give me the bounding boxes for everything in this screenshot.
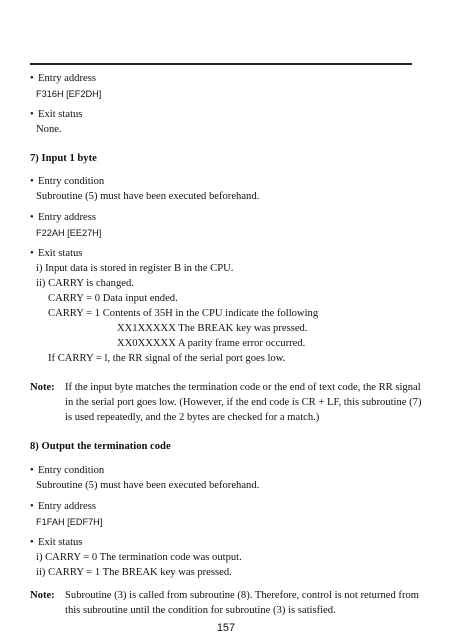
note-line: in the serial port goes low. (However, if the end code is CR + LF, this subroutine (7) <box>65 397 422 408</box>
entry-condition-value: Subroutine (5) must have been executed beforehand. <box>36 191 260 202</box>
section-8-title: 8) Output the termination code <box>30 441 171 452</box>
exit-line: ii) CARRY is changed. <box>36 278 134 289</box>
bullet-icon: • <box>30 212 34 223</box>
exit-line: i) CARRY = 0 The termination code was output. <box>36 552 242 563</box>
entry-condition-heading: • Entry condition <box>30 465 105 476</box>
entry-condition-heading: • Entry condition <box>30 176 105 187</box>
note-label: Note: <box>30 382 55 393</box>
exit-status-heading: • Exit status <box>30 537 83 548</box>
note-line: this subroutine until the condition for subroutine (3) is satisfied. <box>65 605 336 616</box>
header-rule <box>30 63 412 65</box>
exit-line: CARRY = 1 Contents of 35H in the CPU indicate the following <box>48 308 319 319</box>
exit-line: i) Input data is stored in register B in the CPU. <box>36 263 234 274</box>
exit-line: ii) CARRY = 1 The BREAK key was pressed. <box>36 567 232 578</box>
entry-address-heading: • Entry address <box>30 501 96 512</box>
exit-status-heading: • Exit status <box>30 109 83 120</box>
entry-address-heading: • Entry address <box>30 212 96 223</box>
page-number: 157 <box>216 622 236 634</box>
exit-status-value: None. <box>36 124 62 135</box>
exit-line: CARRY = 0 Data input ended. <box>48 293 178 304</box>
bullet-icon: • <box>30 537 34 548</box>
section-7-title: 7) Input 1 byte <box>30 153 97 164</box>
bullet-icon: • <box>30 248 34 259</box>
note-line: If the input byte matches the termination code or the end of text code, the RR signal <box>65 382 421 393</box>
bullet-icon: • <box>30 73 34 84</box>
entry-address-heading: • Entry address <box>30 73 96 84</box>
note-label: Note: <box>30 590 55 601</box>
entry-address-value: F22AH [EE27H] <box>36 228 102 238</box>
entry-condition-value: Subroutine (5) must have been executed beforehand. <box>36 480 260 491</box>
exit-line: If CARRY = l, the RR signal of the serial port goes low. <box>48 353 286 364</box>
note-line: Subroutine (3) is called from subroutine (8). Therefore, control is not returned from <box>65 590 420 601</box>
bullet-icon: • <box>30 501 34 512</box>
exit-line: XX0XXXXX A parity frame error occurred. <box>117 338 306 349</box>
bullet-icon: • <box>30 109 34 120</box>
bullet-icon: • <box>30 176 34 187</box>
exit-line: XX1XXXXX The BREAK key was pressed. <box>117 323 308 334</box>
bullet-icon: • <box>30 465 34 476</box>
entry-address-value: F316H [EF2DH] <box>36 89 102 99</box>
entry-address-value: F1FAH [EDF7H] <box>36 517 103 527</box>
exit-status-heading: • Exit status <box>30 248 83 259</box>
note-line: is used repeatedly, and the 2 bytes are checked for a match.) <box>65 412 320 423</box>
